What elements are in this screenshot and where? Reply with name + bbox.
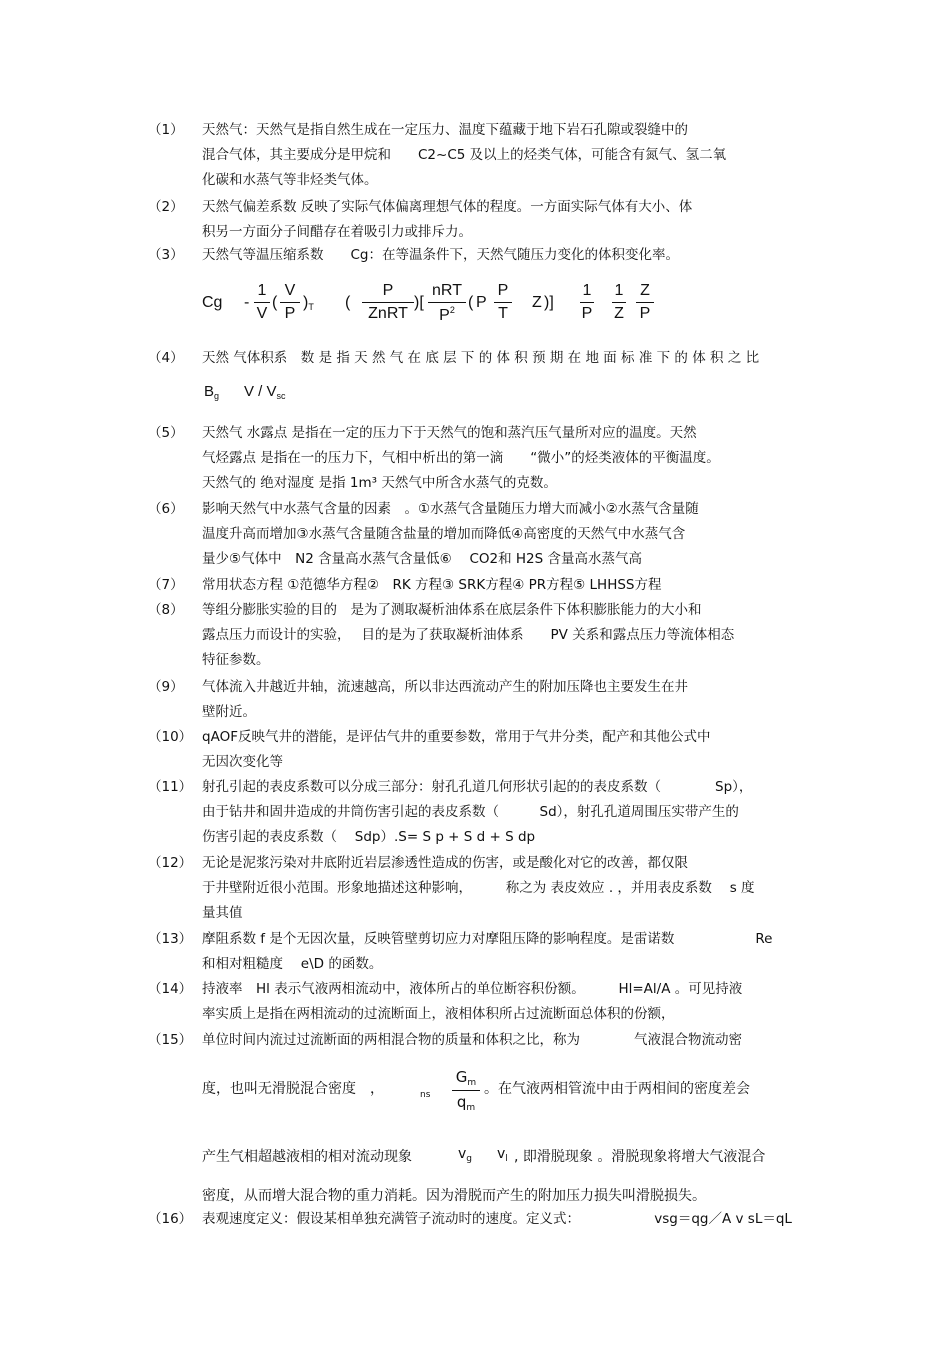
formula-denominator: P — [284, 305, 296, 322]
item-line: 单位时间内流过过流断面的两相混合物的质量和体积之比，称为 气液混合物流动密 — [202, 1032, 742, 1048]
item-line: 和相对粗糙度 e\D 的函数。 — [202, 956, 383, 972]
frac-denominator — [452, 1093, 480, 1113]
formula-paren-close: )$_T$ — [303, 294, 314, 312]
item-text — [202, 573, 832, 598]
item-line: 量少⑤气体中 N2 含量高水蒸气含量低⑥ CO2和 H2S 含量高水蒸气高 — [202, 551, 643, 567]
item15-vg — [458, 1146, 472, 1164]
formula-v-ratio: V / $V_{sc}$ — [244, 383, 286, 401]
formula-bg — [204, 383, 219, 401]
item-line: 混合气体，其主要成分是甲烷和 C2~C5 及以上的烃类气体，可能含有氮气、氢二氧 — [202, 147, 727, 163]
formula-numerator: nRT — [432, 282, 462, 299]
item-number: （5） — [148, 425, 184, 441]
item-text — [202, 1207, 832, 1232]
item-line: 持液率 Hl 表示气液两相流动中，液体所占的单位断容积份额。 Hl=Al/A 。可见持液 — [202, 981, 743, 997]
item-line: 量其值 — [202, 905, 243, 921]
cg-formula — [200, 282, 670, 332]
item-number: （8） — [148, 602, 184, 618]
formula-paren: ( — [468, 294, 474, 311]
item-line: 天然气偏差系数 反映了实际气体偏离理想气体的程度。一方面实际气体有大小、体 — [202, 199, 693, 215]
item-text — [202, 851, 832, 926]
formula-numerator: P — [382, 282, 394, 299]
formula-numerator: V — [284, 282, 296, 299]
item-line: 率实质上是指在两相流动的过流断面上，液相体积所占过流断面总体积的份额， — [202, 1006, 675, 1022]
item-number: （16） — [148, 1211, 193, 1227]
formula-v: V — [244, 383, 255, 400]
formula-frac-1-p — [580, 282, 594, 323]
item15-slip-line — [202, 1146, 412, 1166]
qm: q — [456, 1093, 467, 1111]
formula-frac-nrt-p2 — [428, 282, 466, 325]
item-text — [202, 346, 832, 371]
item-line: qAOF反映气井的潜能，是评估气井的重要参数，常用于气井分类，配产和其他公式中 — [202, 729, 711, 745]
item-text — [202, 195, 832, 245]
item-line: 常用状态方程 ①范德华方程② RK 方程③ SRK方程④ PR方程⑤ LHHSS方程 — [202, 577, 662, 593]
item-line: 化碳和水蒸气等非烃类气体。 — [202, 172, 378, 188]
item-line: 天然气的 绝对湿度 是指 1m³ 天然气中所含水蒸气的克数。 — [202, 475, 557, 491]
item-line: 由于钻井和固井造成的井筒伤害引起的表皮系数（ Sd），射孔孔道周围压实带产生的 — [202, 804, 739, 820]
item-line: 天然气等温压缩系数 Cg：在等温条件下，天然气随压力变化的体积变化率。 — [202, 247, 679, 263]
item-number: （7） — [148, 577, 184, 593]
item-number: （4） — [148, 350, 184, 366]
item-text — [202, 675, 832, 725]
item-line: 天然 气体积系 数 是 指 天 然 气 在 底 层 下 的 体 积 预 期 在 地 面 标 准 下 的 体 积 之 比 — [202, 350, 760, 366]
item15-vl — [497, 1146, 508, 1164]
formula-p: P — [439, 307, 450, 324]
item15-slip-text-a: 产生气相超越液相的相对流动现象 — [202, 1149, 412, 1165]
gm: G — [455, 1068, 468, 1086]
item-line: 射孔引起的表皮系数可以分成三部分：射孔孔道几何形状引起的的表皮系数（ Sp）， — [202, 779, 753, 795]
formula-frac-v-p — [280, 282, 300, 323]
item-number: （15） — [148, 1032, 193, 1048]
item15-text-a: 度，也叫无滑脱混合密度 ， — [202, 1081, 384, 1097]
formula-numerator: P — [497, 282, 509, 299]
formula-numerator: 1 — [582, 282, 592, 299]
item-text — [202, 421, 832, 496]
item-number: （11） — [148, 779, 193, 795]
formula-numerator: 1 — [257, 282, 267, 299]
item-text — [202, 497, 832, 572]
formula-denominator: P — [581, 305, 593, 322]
item15-loss-text: 密度，从而增大混合物的重力消耗。因为滑脱而产生的附加压力损失叫滑脱损失。 — [202, 1188, 706, 1204]
item-line: 伤害引起的表皮系数（ Sdp）.S= S p + S d + S dp — [202, 829, 536, 845]
item15-density-line — [202, 1078, 384, 1098]
item-number: （2） — [148, 199, 184, 215]
formula-frac-z-p — [636, 282, 654, 323]
formula-frac-1-z — [612, 282, 626, 323]
m-sub: m — [466, 1103, 476, 1113]
formula-frac-p-t — [494, 282, 512, 323]
formula-sub-t: T — [308, 302, 314, 312]
item15-slip-line-b — [514, 1146, 765, 1166]
formula-denominator: V — [256, 305, 268, 322]
formula-denominator: T — [498, 305, 508, 322]
item-line: 气烃露点 是指在一的压力下，气相中析出的第一滴 “微小”的烃类液体的平衡温度。 — [202, 450, 720, 466]
formula-numerator: Z — [640, 282, 650, 299]
item-text — [202, 775, 832, 850]
formula-cg: Cg — [202, 294, 223, 311]
formula-sub-sc: sc — [276, 391, 286, 401]
item-line: 天然气：天然气是指自然生成在一定压力、温度下蕴藏于地下岩石孔隙或裂缝中的 — [202, 122, 688, 138]
item-line: 于井壁附近很小范围。形象地描述这种影响， 称之为 表皮效应 . ，并用表皮系数 s 度 — [202, 880, 755, 896]
item-line: 无因次变化等 — [202, 754, 283, 770]
item-number: （3） — [148, 247, 184, 263]
item15-loss-line — [202, 1185, 706, 1205]
l-sub: l — [505, 1154, 508, 1164]
item-text — [202, 243, 832, 268]
item15-text-b: 。在气液两相管流中由于两相间的密度差会 — [484, 1081, 750, 1097]
formula-numerator: 1 — [614, 282, 624, 299]
item15-frac-gm-qm — [452, 1068, 480, 1113]
item-text — [202, 118, 832, 193]
formula-paren: ( — [272, 294, 278, 311]
item-text — [202, 598, 832, 673]
formula-denominator: P — [639, 305, 651, 322]
item15-ns-sub: ns — [420, 1090, 431, 1100]
formula-denominator: Z — [614, 305, 624, 322]
bg-formula — [204, 383, 324, 409]
formula-paren: ( — [345, 294, 351, 311]
item-line: 等组分膨胀实验的目的 是为了测取凝析油体系在底层条件下体积膨胀能力的大小和 — [202, 602, 702, 618]
item-line: 积另一方面分子间醋存在着吸引力或排斥力。 — [202, 224, 472, 240]
formula-bracket: )[ — [414, 294, 424, 311]
vg: v — [458, 1146, 467, 1162]
g-sub: g — [466, 1154, 473, 1164]
item-line: 影响天然气中水蒸气含量的因素 。①水蒸气含量随压力增大而减小②水蒸气含量随 — [202, 501, 699, 517]
formula-denominator — [428, 305, 466, 325]
item-number: （10） — [148, 729, 193, 745]
item-number: （13） — [148, 931, 193, 947]
item-number: （1） — [148, 122, 184, 138]
formula-bracket-close: )] — [544, 294, 554, 311]
formula-vsc: V — [266, 383, 277, 400]
item-text — [202, 1028, 832, 1053]
vl: v — [497, 1146, 506, 1162]
item15-density-line-b — [484, 1078, 750, 1098]
item-line: 露点压力而设计的实验， 目的是为了获取凝析油体系 PV 关系和露点压力等流体相态 — [202, 627, 735, 643]
frac-numerator — [452, 1068, 480, 1088]
item-line: 气体流入井越近井轴，流速越高，所以非达西流动产生的附加压降也主要发生在井 — [202, 679, 688, 695]
formula-z: Z — [532, 294, 542, 311]
item-line: 壁附近。 — [202, 704, 256, 720]
item-text — [202, 977, 832, 1027]
item-text — [202, 725, 832, 775]
item-number: （12） — [148, 855, 193, 871]
m-sub: m — [467, 1078, 477, 1088]
formula-frac-p-znrt — [362, 282, 414, 323]
item-number: （6） — [148, 501, 184, 517]
item-text — [202, 927, 832, 977]
item-line: 天然气 水露点 是指在一定的压力下于天然气的饱和蒸汽压气量所对应的温度。天然 — [202, 425, 697, 441]
item15-slip-text-b: , 即滑脱现象 。滑脱现象将增大气液混合 — [514, 1149, 766, 1165]
item-line: 无论是泥浆污染对井底附近岩层渗透性造成的伤害，或是酸化对它的改善，都仅限 — [202, 855, 688, 871]
item-number: （14） — [148, 981, 193, 997]
formula-denominator: ZnRT — [368, 305, 408, 322]
item-line: 温度升高而增加③水蒸气含量随含盐量的增加而降低④高密度的天然气中水蒸气含 — [202, 526, 686, 542]
item-number: （9） — [148, 679, 184, 695]
item-line: 特征参数。 — [202, 652, 270, 668]
item-line: 表观速度定义：假设某相单独充满管子流动时的速度。定义式： vsg＝qg／A v sL＝qL — [202, 1211, 792, 1227]
item-line: 摩阻系数 f 是个无因次量，反映管壁剪切应力对摩阻压降的影响程度。是雷诺数 Re — [202, 931, 773, 947]
formula-p: P — [476, 294, 487, 311]
formula-minus: - — [244, 294, 250, 311]
formula-frac-1-v — [254, 282, 270, 323]
formula-b: B — [204, 383, 215, 400]
formula-sup: 2 — [449, 305, 455, 315]
formula-sub-g: g — [214, 391, 220, 401]
